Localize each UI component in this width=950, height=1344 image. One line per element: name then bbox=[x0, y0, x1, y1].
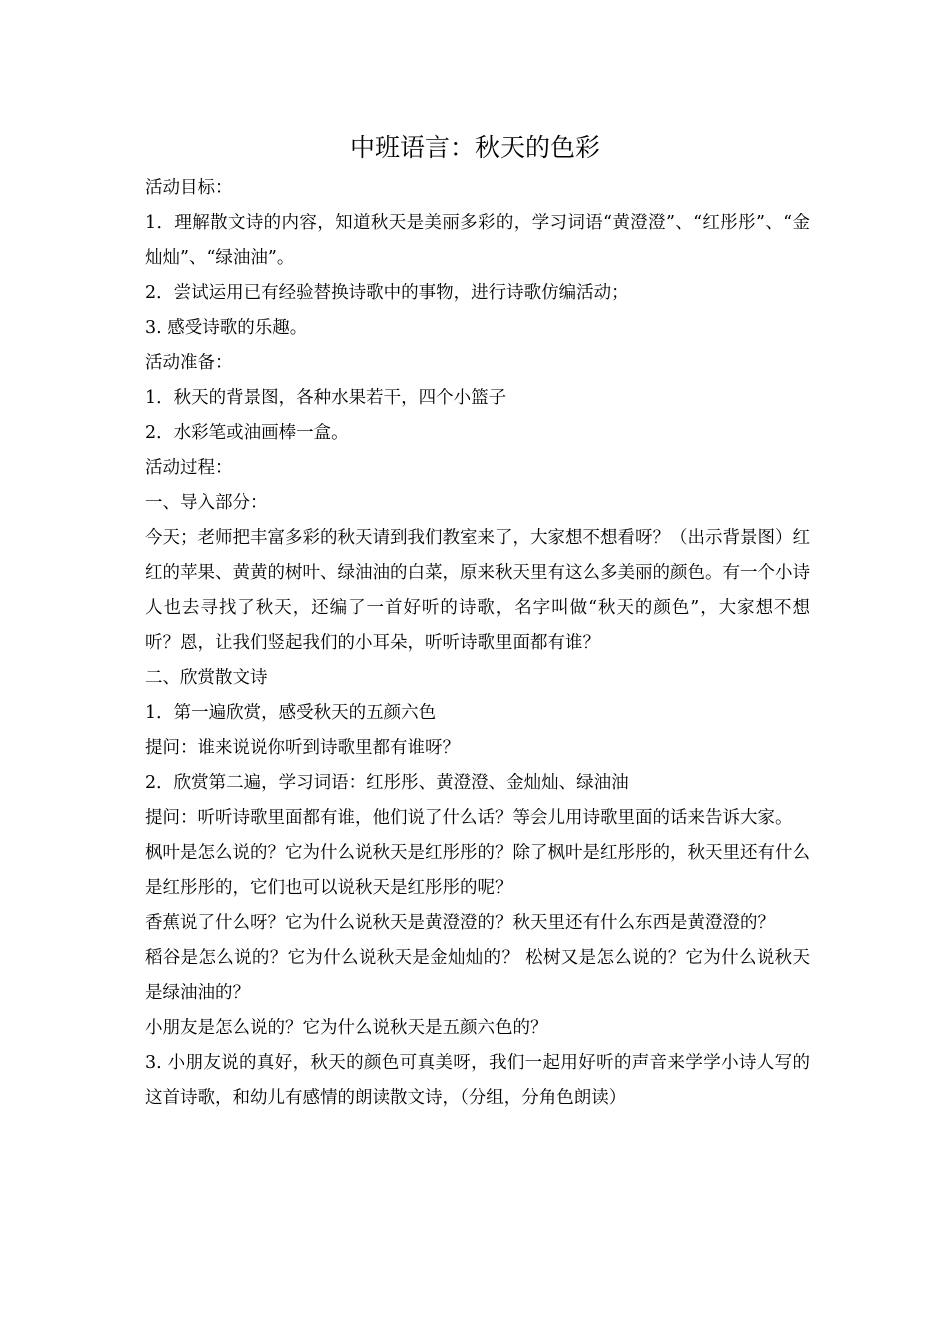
paragraph: 二、欣赏散文诗 bbox=[145, 668, 268, 688]
paragraph: 1．理解散文诗的内容，知道秋天是美丽多彩的，学习词语“黄澄澄”、“红彤彤”、“金灿灿”、“绿油油”。 bbox=[145, 213, 810, 268]
paragraph: 提问：谁来说说你听到诗歌里都有谁呀？ bbox=[145, 738, 460, 758]
paragraph: 1．第一遍欣赏，感受秋天的五颜六色 bbox=[145, 703, 437, 723]
paragraph: 枫叶是怎么说的？它为什么说秋天是红彤彤的？除了枫叶是红彤彤的，秋天里还有什么是红彤彤的，它们也可以说秋天是红彤彤的呢？ bbox=[145, 843, 810, 898]
paragraph: 活动准备： bbox=[145, 353, 233, 373]
paragraph: 2．水彩笔或油画棒一盒。 bbox=[145, 423, 349, 443]
paragraph: 一、导入部分： bbox=[145, 493, 268, 513]
paragraph: 活动目标： bbox=[145, 178, 233, 198]
document-body bbox=[145, 171, 810, 1116]
paragraph: 2．尝试运用已有经验替换诗歌中的事物，进行诗歌仿编活动； bbox=[145, 283, 629, 303]
paragraph: 今天；老师把丰富多彩的秋天请到我们教室来了，大家想不想看呀？（出示背景图）红红的苹果、黄黄的树叶、绿油油的白菜，原来秋天里有这么多美丽的颜色。有一个小诗人也去寻找了秋天，还编了一首好听的诗歌，名字叫做“秋天的颜色”，大家想不想听？恩，让我们竖起我们的小耳朵，听听诗歌里面都有谁？ bbox=[145, 528, 810, 653]
paragraph: 提问：听听诗歌里面都有谁，他们说了什么话？等会儿用诗歌里面的话来告诉大家。 bbox=[145, 808, 793, 828]
paragraph: 2．欣赏第二遍，学习词语：红彤彤、黄澄澄、金灿灿、绿油油 bbox=[145, 773, 629, 793]
paragraph: 1．秋天的背景图，各种水果若干，四个小篮子 bbox=[145, 388, 507, 408]
paragraph: 3. 小朋友说的真好，秋天的颜色可真美呀，我们一起用好听的声音来学学小诗人写的这首诗歌，和幼儿有感情的朗读散文诗，（分组，分角色朗读） bbox=[145, 1053, 810, 1108]
paragraph: 稻谷是怎么说的？它为什么说秋天是金灿灿的？ 松树又是怎么说的？它为什么说秋天是绿油油的？ bbox=[145, 948, 810, 1003]
paragraph: 活动过程： bbox=[145, 458, 233, 478]
paragraph: 小朋友是怎么说的？它为什么说秋天是五颜六色的？ bbox=[145, 1018, 548, 1038]
paragraph: 香蕉说了什么呀？它为什么说秋天是黄澄澄的？秋天里还有什么东西是黄澄澄的？ bbox=[145, 913, 775, 933]
paragraph: 3. 感受诗歌的乐趣。 bbox=[145, 318, 308, 338]
document-title: 中班语言：秋天的色彩 bbox=[349, 133, 600, 162]
